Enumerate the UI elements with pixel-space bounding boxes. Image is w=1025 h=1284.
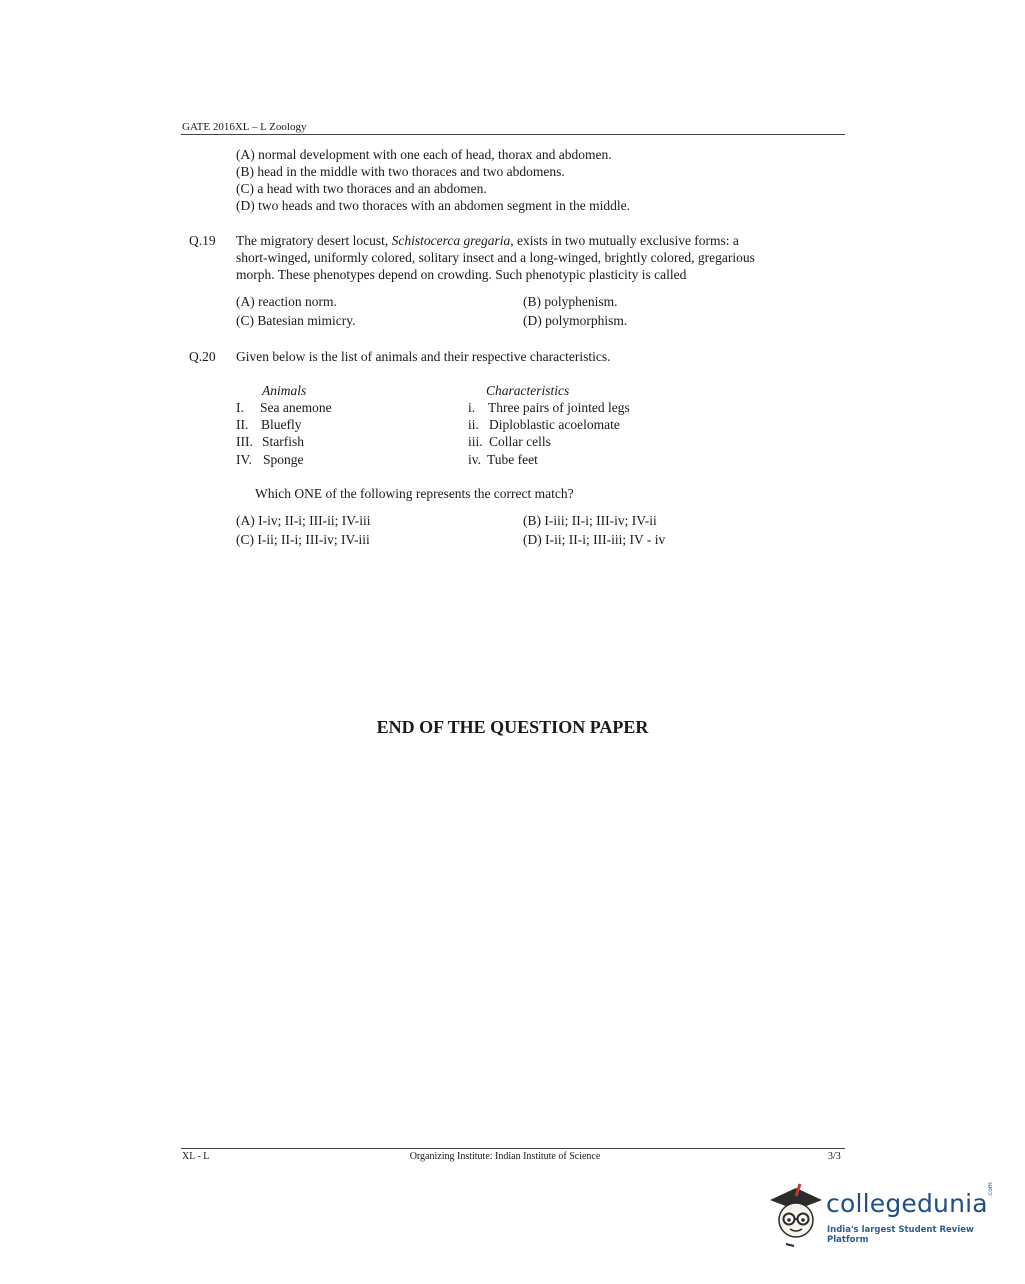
graduate-mascot-icon [766, 1182, 826, 1250]
q20-text: Given below is the list of animals and their respective characteristics. [236, 349, 611, 364]
q19-text-line2: short-winged, uniformly colored, solitary insect and a long-winged, brightly colored, gregarious [236, 250, 755, 265]
animal-name-2: Bluefly [261, 417, 302, 432]
q18-option-c: (C) a head with two thoraces and an abdomen. [236, 181, 487, 196]
animal-name-1: Sea anemone [260, 400, 332, 415]
characteristic-num-2: ii. [468, 417, 479, 432]
q20-number: Q.20 [189, 349, 216, 364]
q18-option-a: (A) normal development with one each of head, thorax and abdomen. [236, 147, 612, 162]
animal-name-3: Starfish [262, 434, 304, 449]
q18-option-b: (B) head in the middle with two thoraces and two abdomens. [236, 164, 565, 179]
q19-text-after: , exists in two mutually exclusive forms: a [510, 233, 739, 248]
q19-text-before: The migratory desert locust, [236, 233, 392, 248]
characteristic-num-1: i. [468, 400, 476, 415]
animal-num-1: I. [236, 400, 244, 415]
footer-rule [181, 1148, 845, 1149]
q20-option-b: (B) I-iii; II-i; III-iv; IV-ii [523, 513, 657, 528]
header-title: GATE 2016XL – L Zoology [182, 121, 307, 133]
collegedunia-watermark [766, 1182, 994, 1254]
q19-species-name: Schistocerca gregaria [391, 233, 511, 248]
q19-option-b: (B) polyphenism. [523, 294, 618, 309]
q19-option-a: (A) reaction norm. [236, 294, 337, 309]
characteristic-name-1: Three pairs of jointed legs [488, 400, 630, 415]
q19-option-c: (C) Batesian mimicry. [236, 313, 356, 328]
watermark-suffix: .com [987, 1182, 994, 1197]
q20-option-a: (A) I-iv; II-i; III-ii; IV-iii [236, 513, 371, 528]
footer-institute: Organizing Institute: Indian Institute of Science [409, 1151, 601, 1162]
q20-prompt: Which ONE of the following represents the correct match? [255, 486, 574, 501]
end-of-paper-title: END OF THE QUESTION PAPER [376, 717, 649, 737]
animal-num-4: IV. [236, 452, 252, 467]
animal-num-2: II. [236, 417, 249, 432]
animal-num-3: III. [236, 434, 253, 449]
characteristic-num-4: iv. [468, 452, 481, 467]
q20-option-d: (D) I-ii; II-i; III-iii; IV - iv [523, 532, 666, 547]
characteristic-name-3: Collar cells [489, 434, 551, 449]
header-rule [181, 134, 845, 135]
q20-option-c: (C) I-ii; II-i; III-iv; IV-iii [236, 532, 370, 547]
footer-paper-code: XL - L [182, 1151, 210, 1162]
footer-page-number: 3/3 [828, 1151, 841, 1162]
q19-text-line1 [236, 232, 739, 249]
q19-text-line3: morph. These phenotypes depend on crowding. Such phenotypic plasticity is called [236, 267, 687, 282]
q18-option-d: (D) two heads and two thoraces with an abdomen segment in the middle. [236, 198, 631, 213]
watermark-brand: collegedunia [826, 1189, 988, 1218]
animal-name-4: Sponge [263, 452, 304, 467]
characteristic-name-4: Tube feet [487, 452, 538, 467]
q19-number: Q.19 [189, 233, 216, 248]
q19-option-d: (D) polymorphism. [523, 313, 628, 328]
characteristic-name-2: Diploblastic acoelomate [489, 417, 620, 432]
animals-column-header: Animals [262, 383, 307, 398]
characteristic-num-3: iii. [468, 434, 483, 449]
watermark-tagline: India's largest Student Review Platform [827, 1225, 974, 1245]
characteristics-column-header: Characteristics [486, 383, 570, 398]
